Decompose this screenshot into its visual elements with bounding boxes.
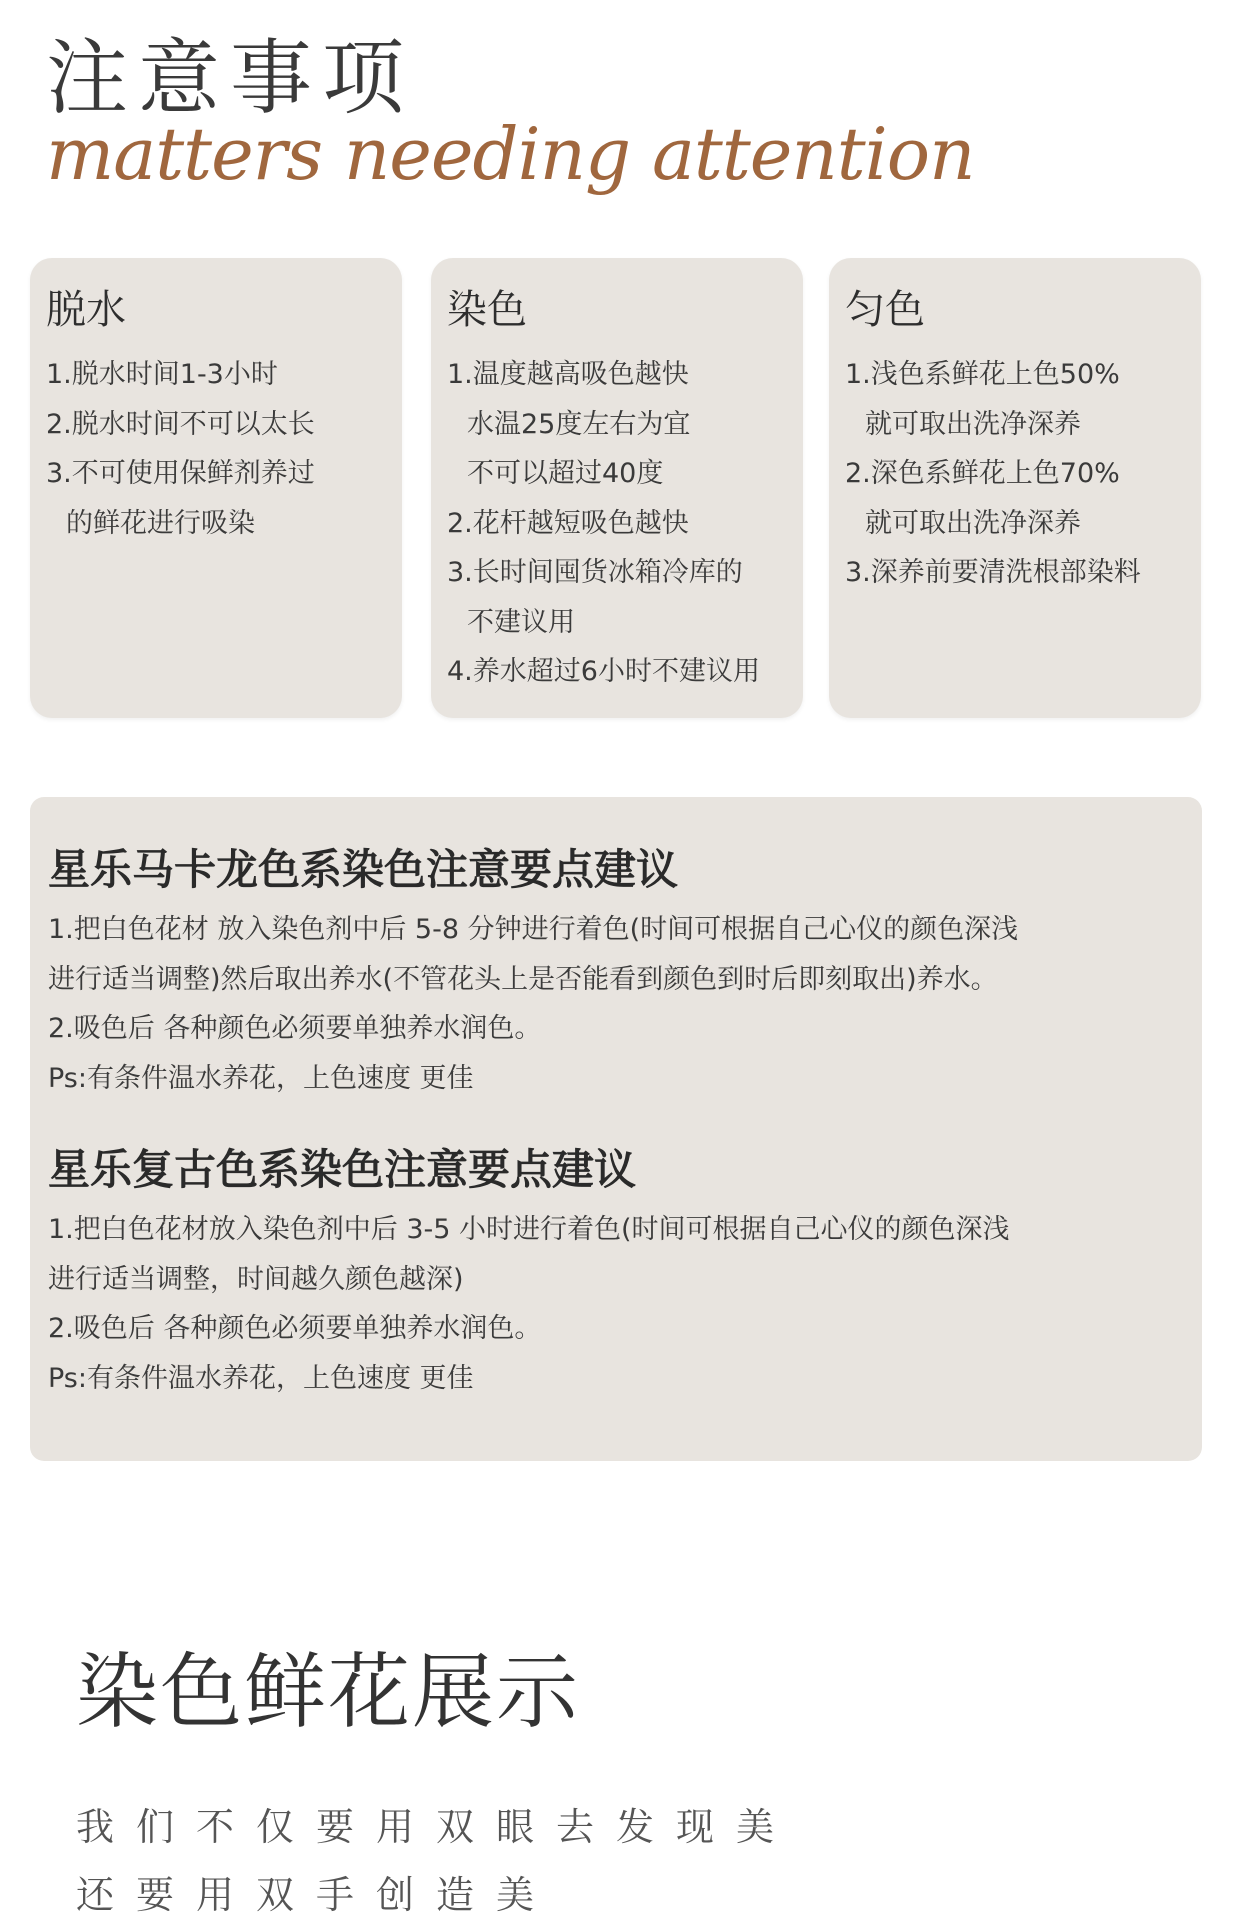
card-dehydration: [30, 258, 402, 718]
card-lines: [447, 350, 795, 697]
card-line: 4.养水超过6小时不建议用: [447, 656, 760, 687]
card-line: 1.脱水时间1-3小时: [46, 359, 278, 390]
card-line: 就可取出洗净深养: [865, 408, 1081, 440]
tips-line: 1.把白色花材 放入染色剂中后 5-8 分钟进行着色(时间可根据自己心仪的颜色深浅: [48, 914, 1019, 945]
card-title: 脱水: [46, 287, 126, 333]
card-line: 2.脱水时间不可以太长: [46, 408, 315, 440]
tips-heading: 星乐马卡龙色系染色注意要点建议: [48, 845, 679, 894]
card-line: 1.浅色系鲜花上色50%: [845, 359, 1120, 390]
card-line: 2.花杆越短吸色越快: [447, 507, 689, 539]
showcase-tagline-2: 还要用双手创造美: [76, 1873, 557, 1917]
card-title: 染色: [447, 287, 527, 333]
showcase-title: 染色鲜花展示: [76, 1645, 581, 1740]
tips-line: 进行适当调整，时间越久颜色越深): [48, 1263, 464, 1295]
card-line: 的鲜花进行吸染: [66, 507, 255, 539]
card-line: 3.深养前要清洗根部染料: [845, 557, 1141, 588]
tips-heading: 星乐复古色系染色注意要点建议: [48, 1145, 637, 1194]
showcase-tagline-1: 我们不仅要用双眼去发现美: [76, 1805, 797, 1849]
card-line: 不建议用: [467, 606, 575, 638]
tips-line: 2.吸色后 各种颜色必须要单独养水润色。: [48, 1313, 542, 1344]
card-title: 匀色: [845, 287, 925, 333]
dyeing-tips-panel: [30, 797, 1202, 1461]
tips-line: Ps:有条件温水养花，上色速度 更佳: [48, 1362, 474, 1394]
card-line: 水温25度左右为宜: [467, 408, 691, 440]
card-line: 就可取出洗净深养: [865, 507, 1081, 539]
tips-line: 进行适当调整)然后取出养水(不管花头上是否能看到颜色到时后即刻取出)养水。: [48, 963, 998, 995]
page-title: 注意事项: [46, 31, 415, 126]
card-line: 3.不可使用保鲜剂养过: [46, 458, 315, 489]
tips-line: Ps:有条件温水养花，上色速度 更佳: [48, 1062, 474, 1094]
tips-section-vintage: [48, 1145, 1182, 1403]
card-line: 不可以超过40度: [467, 458, 664, 489]
card-line: 2.深色系鲜花上色70%: [845, 458, 1120, 489]
card-lines: [845, 350, 1193, 598]
card-line: 1.温度越高吸色越快: [447, 359, 689, 390]
tips-section-macaron: [48, 845, 1182, 1103]
card-dyeing: [431, 258, 803, 718]
tips-line: 2.吸色后 各种颜色必须要单独养水润色。: [48, 1013, 542, 1044]
card-lines: [46, 350, 394, 548]
card-even-color: [829, 258, 1201, 718]
tips-line: 1.把白色花材放入染色剂中后 3-5 小时进行着色(时间可根据自己心仪的颜色深浅: [48, 1214, 1010, 1245]
page-subtitle-script: matters needing attention: [46, 112, 975, 196]
card-line: 3.长时间囤货冰箱冷库的: [447, 557, 743, 588]
